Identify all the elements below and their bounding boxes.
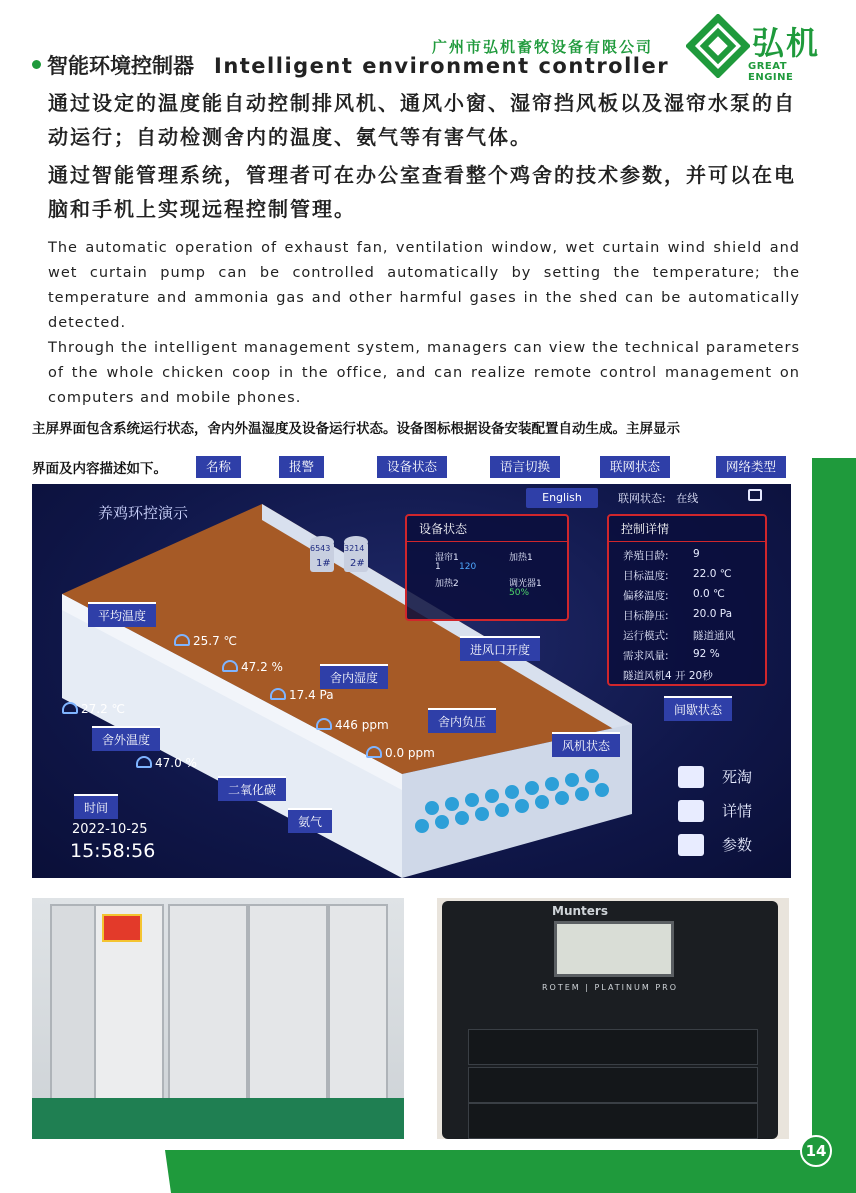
controller-device bbox=[442, 901, 778, 1139]
ctl-value: 隧道通风 bbox=[693, 630, 735, 642]
clock-display: 15:58:56 bbox=[70, 840, 156, 862]
outdoor-temp-value: 27.2 ℃ bbox=[81, 702, 126, 716]
ctl-value: 0.0 ℃ bbox=[693, 588, 725, 600]
control-panel-title: 控制详情 bbox=[609, 516, 765, 542]
ctl-row bbox=[623, 668, 713, 683]
date-display: 2022-10-25 bbox=[72, 822, 148, 837]
floor bbox=[32, 1098, 404, 1139]
ctl-key: 目标静压: bbox=[623, 610, 669, 622]
network-status bbox=[618, 490, 698, 506]
network-status-label: 联网状态: bbox=[618, 492, 666, 505]
cabinet bbox=[94, 904, 164, 1104]
ctl-row bbox=[623, 568, 732, 583]
ctl-row bbox=[623, 608, 733, 623]
ctl-row bbox=[623, 628, 735, 643]
ctl-row bbox=[623, 648, 720, 663]
ammonia-value: 0.0 ppm bbox=[385, 746, 435, 760]
co2-icon bbox=[316, 718, 332, 730]
ctl-key: 偏移温度: bbox=[623, 590, 669, 602]
humidity-value: 47.2 % bbox=[241, 660, 283, 674]
model-label: ROTEM | PLATINUM PRO bbox=[542, 983, 679, 992]
callout-fan-status: 风机状态 bbox=[552, 732, 620, 757]
ctl-value: 9 bbox=[693, 548, 700, 560]
language-button[interactable]: English bbox=[526, 488, 598, 508]
co2-value: 446 ppm bbox=[335, 718, 389, 732]
callout-co2: 二氧化碳 bbox=[218, 776, 286, 801]
callout-inlet: 进风口开度 bbox=[460, 636, 540, 661]
humidity-icon bbox=[222, 660, 238, 672]
controller-box bbox=[102, 914, 142, 942]
avg-temp-value: 25.7 ℃ bbox=[193, 634, 238, 648]
dimmer-value: 50% bbox=[509, 588, 530, 598]
logo-english-name: GREAT ENGINE bbox=[748, 61, 794, 83]
green-bottom-band bbox=[165, 1150, 856, 1193]
co2-reading bbox=[316, 718, 389, 732]
list-icon bbox=[678, 800, 704, 822]
caption-line-1: 主屏界面包含系统运行状态，舍内外温湿度及设备运行状态。设备图标根据设备安装配置自动生成。主屏显示 bbox=[32, 421, 680, 437]
ammonia-icon bbox=[366, 746, 382, 758]
screen-title: 养鸡环控演示 bbox=[98, 504, 189, 522]
dead-label: 死淘 bbox=[722, 768, 753, 786]
ctl-value: 开 20秒 bbox=[675, 670, 713, 682]
title-en: Intelligent environment controller bbox=[214, 54, 670, 78]
relay-row bbox=[468, 1067, 758, 1103]
control-detail-panel bbox=[607, 514, 767, 686]
sliders-icon bbox=[678, 834, 704, 856]
controller-screen bbox=[32, 484, 791, 878]
pressure-value: 17.4 Pa bbox=[289, 688, 334, 702]
lcd-screen bbox=[554, 921, 674, 977]
en-paragraph-1: The automatic operation of exhaust fan, ventilation window, wet curtain wind shield and wet curtain pump can be controlled automatically by setting the temperature; the temperature and ammonia gas and other harmful gases in the shed can be automatically detected. bbox=[48, 240, 800, 331]
en-paragraph-2: Through the intelligent management system, managers can view the technical parameters of the whole chicken coop in the office, and can realize remote control management on computers and mobile phones. bbox=[48, 340, 800, 406]
callout-device-status: 设备状态 bbox=[377, 456, 447, 478]
network-type-icon[interactable] bbox=[748, 489, 762, 501]
ctl-key: 运行模式: bbox=[623, 630, 669, 642]
pencil-icon bbox=[678, 766, 704, 788]
ctl-key: 养殖日龄: bbox=[623, 550, 669, 562]
heater1-label: 加热1 bbox=[509, 553, 533, 563]
thermometer-icon bbox=[174, 634, 190, 646]
ctl-value: 20.0 Pa bbox=[693, 608, 733, 620]
network-status-value: 在线 bbox=[676, 492, 699, 505]
thermometer-icon bbox=[62, 702, 78, 714]
humidity-icon bbox=[136, 756, 152, 768]
cn-paragraph-1: 通过设定的温度能自动控制排风机、通风小窗、湿帘挡风板以及湿帘水泵的自动运行；自动检测舍内的温度、氨气等有害气体。 bbox=[48, 91, 796, 149]
relay-row bbox=[468, 1029, 758, 1065]
humidity-reading bbox=[222, 660, 283, 674]
silo1-label: 1# bbox=[316, 558, 331, 569]
callout-language: 语言切换 bbox=[490, 456, 560, 478]
pressure-icon bbox=[270, 688, 286, 700]
callout-intermittent: 间歇状态 bbox=[664, 696, 732, 721]
callout-avg-temp: 平均温度 bbox=[88, 602, 156, 627]
device-status-panel bbox=[405, 514, 569, 621]
cabinet bbox=[168, 904, 248, 1104]
logo-chinese-name: 弘机 bbox=[752, 24, 821, 62]
outdoor-humidity-value: 47.0 % bbox=[155, 756, 197, 770]
device-panel-title: 设备状态 bbox=[407, 516, 567, 542]
silo1-value: 6543 bbox=[310, 544, 331, 553]
callout-network-type: 网络类型 bbox=[716, 456, 786, 478]
callout-alarm: 报警 bbox=[279, 456, 324, 478]
page-number: 14 bbox=[800, 1135, 832, 1167]
ctl-key: 目标温度: bbox=[623, 570, 669, 582]
cn-paragraph-2: 通过智能管理系统，管理者可在办公室查看整个鸡舍的技术参数，并可以在电脑和手机上实现远程控制管理。 bbox=[48, 163, 796, 221]
callout-name: 名称 bbox=[196, 456, 241, 478]
wet-curtain-value: 120 bbox=[459, 562, 477, 572]
page-title bbox=[32, 50, 669, 80]
pressure-reading bbox=[270, 688, 334, 702]
relay-row bbox=[468, 1103, 758, 1139]
brand-label: Munters bbox=[552, 904, 608, 918]
company-name: 广州市弘机畜牧设备有限公司 bbox=[432, 38, 654, 56]
caption-line-2: 界面及内容描述如下。 bbox=[32, 461, 167, 477]
outdoor-temp-reading bbox=[62, 702, 125, 716]
params-label: 参数 bbox=[722, 836, 753, 854]
silo2-value: 3214 bbox=[344, 544, 365, 553]
outdoor-humidity-reading bbox=[136, 756, 197, 770]
ctl-key: 隧道风机4 bbox=[623, 670, 672, 682]
bullet-dot-icon bbox=[32, 60, 41, 69]
callout-ammonia: 氨气 bbox=[288, 808, 332, 833]
ammonia-reading bbox=[366, 746, 435, 760]
title-cn: 智能环境控制器 bbox=[47, 54, 194, 78]
electrical-cabinet-photo bbox=[32, 898, 404, 1139]
green-side-band bbox=[812, 458, 856, 1193]
wet-curtain-label: 湿帘1 bbox=[435, 553, 459, 563]
cabinet bbox=[248, 904, 328, 1104]
avg-temp-reading bbox=[174, 634, 237, 648]
heater2-label: 加热2 bbox=[435, 579, 459, 589]
wet-curtain-state: 1 bbox=[435, 562, 441, 572]
ctl-row bbox=[623, 588, 725, 603]
ctl-value: 92 % bbox=[693, 648, 720, 660]
callout-outdoor-temp: 舍外温度 bbox=[92, 726, 160, 751]
callout-indoor-pressure: 舍内负压 bbox=[428, 708, 496, 733]
callout-indoor-humidity: 舍内湿度 bbox=[320, 664, 388, 689]
silo2-label: 2# bbox=[350, 558, 365, 569]
munters-controller-photo bbox=[437, 898, 789, 1139]
ctl-value: 22.0 ℃ bbox=[693, 568, 732, 580]
callout-network-status: 联网状态 bbox=[600, 456, 670, 478]
detail-label: 详情 bbox=[722, 802, 753, 820]
logo bbox=[686, 14, 836, 83]
cabinet bbox=[328, 904, 388, 1104]
callout-time: 时间 bbox=[74, 794, 118, 819]
logo-diamond-icon bbox=[686, 14, 750, 78]
dimmer-label: 调光器1 bbox=[509, 579, 542, 589]
ctl-row bbox=[623, 548, 700, 563]
ctl-key: 需求风量: bbox=[623, 650, 669, 662]
